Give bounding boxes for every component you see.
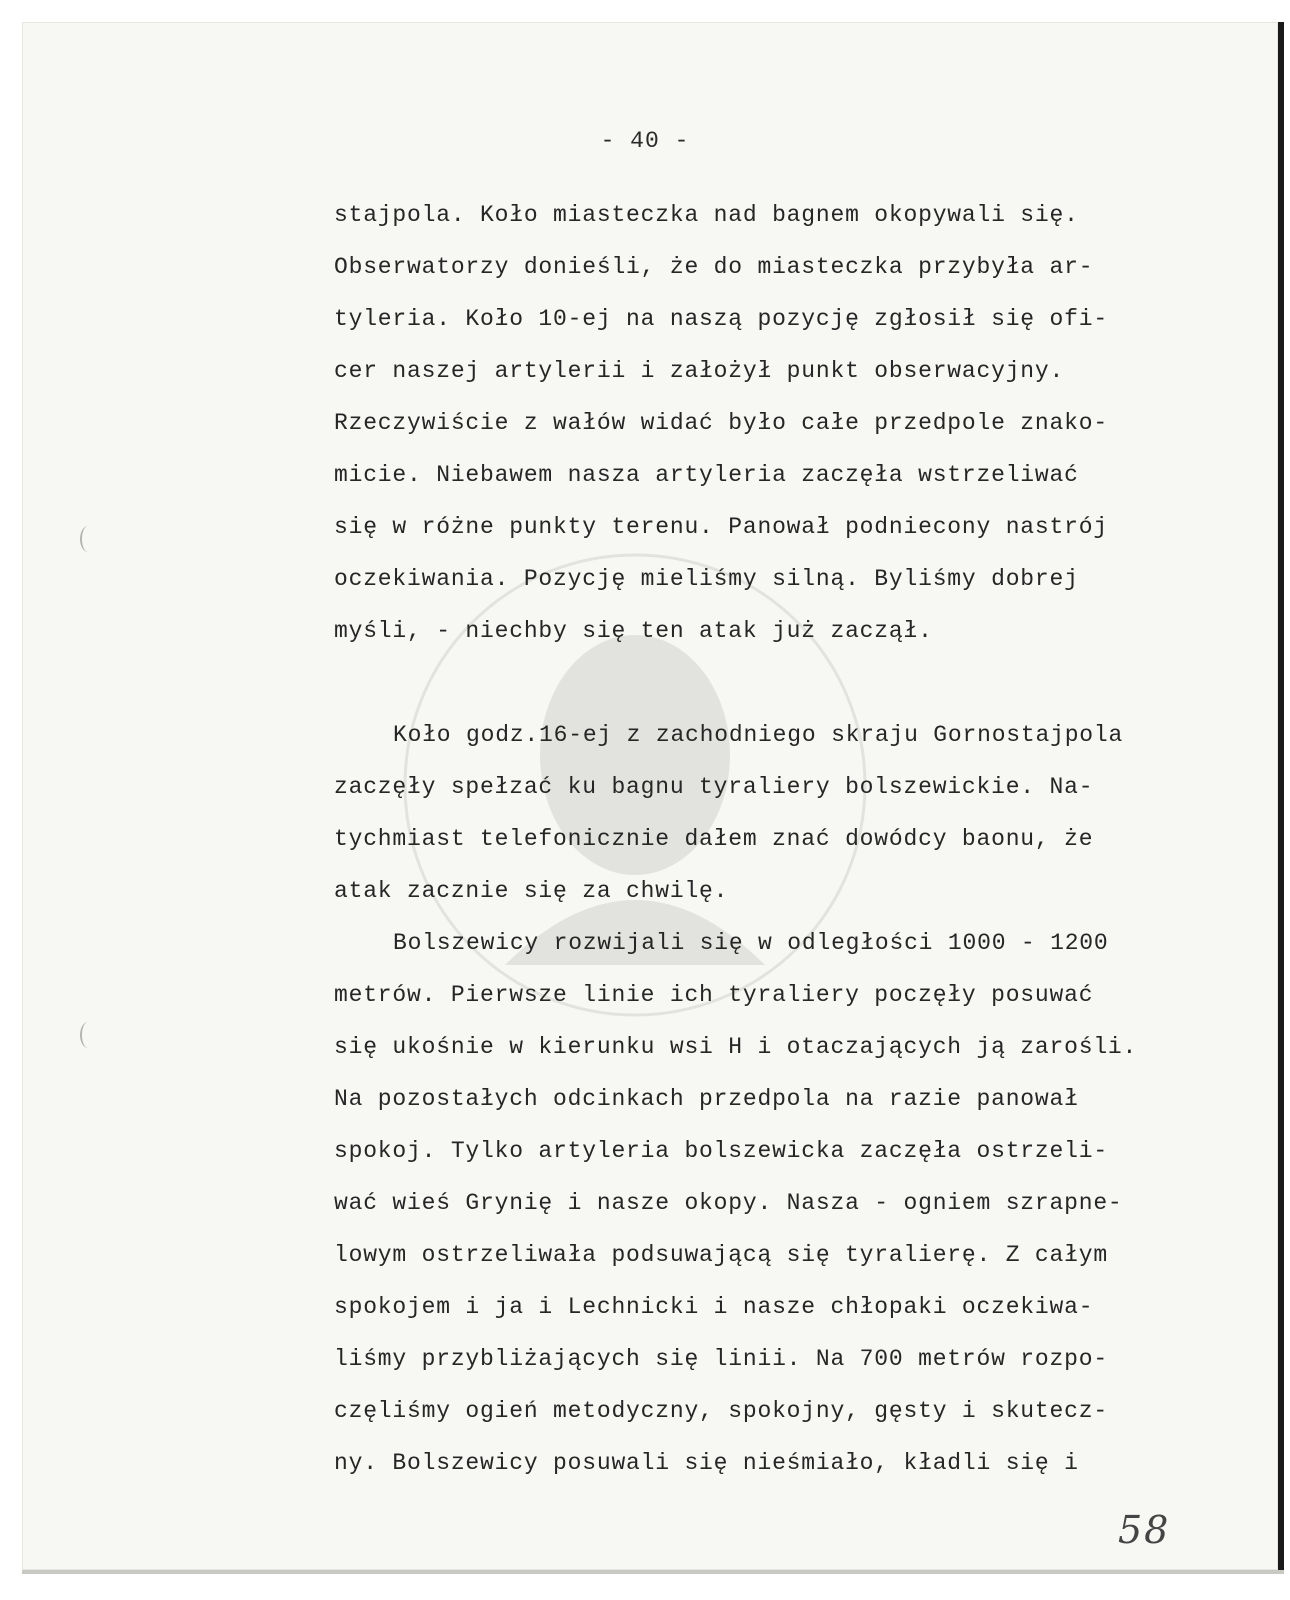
- text-line: Obserwatorzy donieśli, że do miasteczka przybyła ar-: [334, 254, 1094, 280]
- text-line: myśli, - niechby się ten atak już zaczął.: [334, 618, 933, 644]
- text-line: metrów. Pierwsze linie ich tyraliery poczęły posuwać: [334, 982, 1094, 1008]
- text-line: ny. Bolszewicy posuwali się nieśmiało, kładli się i: [334, 1450, 1079, 1476]
- text-line: Na pozostałych odcinkach przedpola na razie panował: [334, 1086, 1079, 1112]
- text-line: spokoj. Tylko artyleria bolszewicka zaczęła ostrzeli-: [334, 1138, 1108, 1164]
- text-line: spokojem i ja i Lechnicki i nasze chłopaki oczekiwa-: [334, 1294, 1094, 1320]
- text-line: się w różne punkty terenu. Panował podniecony nastrój: [334, 514, 1108, 540]
- text-line: atak zacznie się za chwilę.: [334, 878, 729, 904]
- text-line: Rzeczywiście z wałów widać było całe przedpole znako-: [334, 410, 1108, 436]
- archive-page-number: 58: [1118, 1508, 1171, 1552]
- text-line: zaczęły spełzać ku bagnu tyraliery bolszewickie. Na-: [334, 774, 1094, 800]
- text-line: cer naszej artylerii i założył punkt obserwacyjny.: [334, 358, 1065, 384]
- text-line: liśmy przybliżających się linii. Na 700 metrów rozpo-: [334, 1346, 1108, 1372]
- text-line: tychmiast telefonicznie dałem znać dowódcy baonu, że: [334, 826, 1094, 852]
- text-line: wać wieś Grynię i nasze okopy. Nasza - ogniem szrapne-: [334, 1190, 1123, 1216]
- paper-edge: [22, 1570, 1284, 1574]
- text-line: tyleria. Koło 10-ej na naszą pozycję zgłosił się ofi-: [334, 306, 1108, 332]
- text-line: częliśmy ogień metodyczny, spokojny, gęsty i skutecz-: [334, 1398, 1108, 1424]
- text-line: Koło godz.16-ej z zachodniego skraju Gornostajpola: [393, 722, 1124, 748]
- text-line: oczekiwania. Pozycję mieliśmy silną. Byliśmy dobrej: [334, 566, 1079, 592]
- page-number: - 40 -: [600, 128, 690, 154]
- punch-hole-mark: [80, 1022, 96, 1048]
- text-line: lowym ostrzeliwała podsuwającą się tyralierę. Z całym: [334, 1242, 1108, 1268]
- punch-hole-mark: [80, 526, 96, 552]
- text-line: się ukośnie w kierunku wsi H i otaczających ją zarośli.: [334, 1034, 1138, 1060]
- text-line: Bolszewicy rozwijali się w odległości 1000 - 1200: [393, 930, 1109, 956]
- text-line: micie. Niebawem nasza artyleria zaczęła wstrzeliwać: [334, 462, 1079, 488]
- text-line: stajpola. Koło miasteczka nad bagnem okopywali się.: [334, 202, 1079, 228]
